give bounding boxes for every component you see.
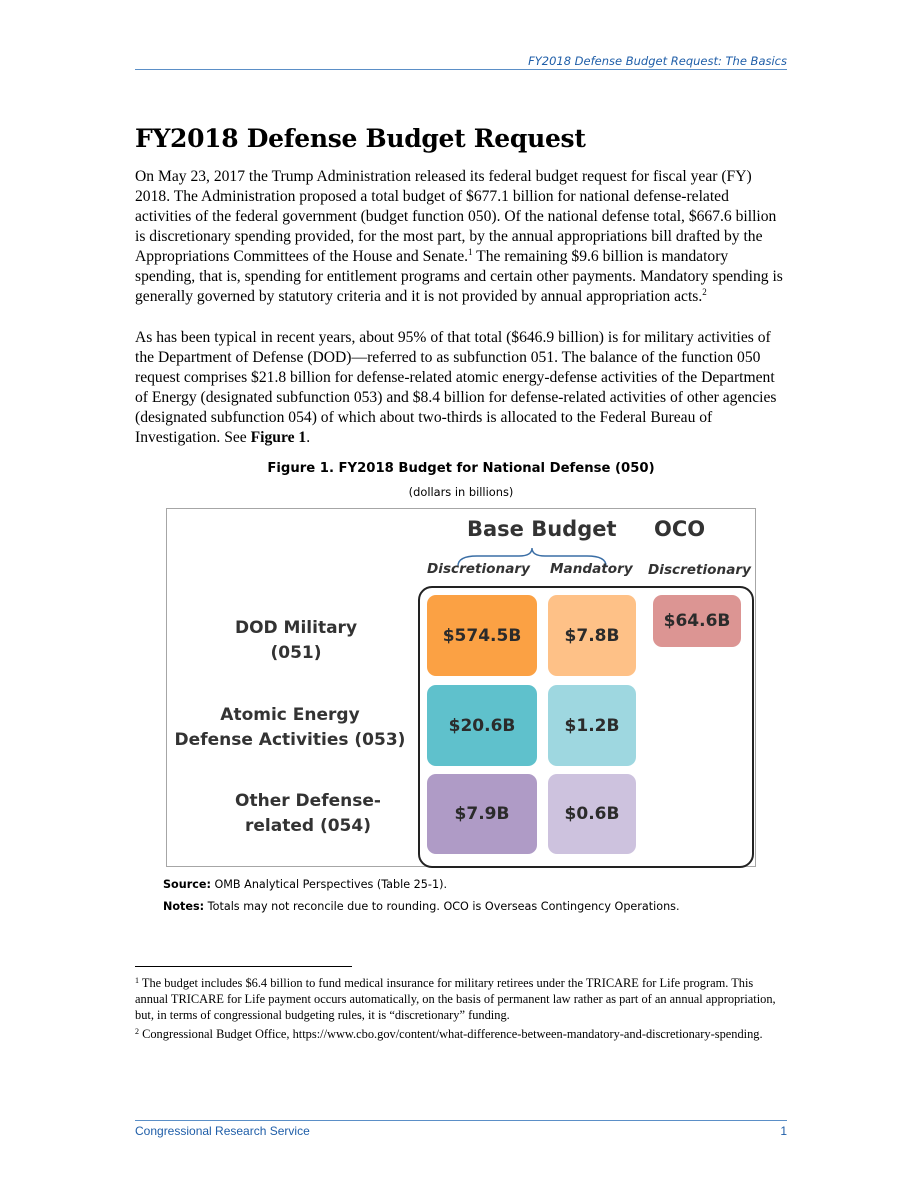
header-rule: [135, 69, 787, 70]
footnote-number: 2: [135, 1027, 139, 1036]
cell-dod-oco: $64.6B: [653, 595, 741, 647]
footnote-2: [135, 1026, 787, 1042]
column-header-oco-discretionary: Discretionary: [648, 562, 751, 578]
paragraph-1-text-b: The remaining $9.6 billion is mandatory spending, that is, spending for entitlement programs and certain other payments. Mandatory spending is generally governed by statutory criteria and it is not provided by annual appropriation acts.: [135, 248, 783, 305]
paragraph-1: [135, 167, 787, 307]
source-label: Source:: [163, 878, 211, 891]
figure-caption: Figure 1. FY2018 Budget for National Defense (050): [267, 461, 655, 476]
paragraph-2: [135, 328, 787, 448]
cell-atomic-discretionary: $20.6B: [427, 685, 537, 766]
row-label-other-defense: [188, 789, 428, 839]
page-title: FY2018 Defense Budget Request: [135, 124, 586, 153]
footnote-rule: [135, 966, 352, 967]
notes-text: Totals may not reconcile due to rounding. OCO is Overseas Contingency Operations.: [204, 900, 680, 913]
source-text: OMB Analytical Perspectives (Table 25-1).: [210, 878, 447, 891]
footnote-text: The budget includes $6.4 billion to fund medical insurance for military retirees under the TRICARE for Life program. This annual TRICARE for Life payment occurs automatically, on the basis of permanent law rather as part of an annual appropriation, but, in terms of congressional budgeting rules, it is “discretionary” funding.: [135, 976, 776, 1022]
row-label-atomic-energy: [170, 703, 410, 753]
row-label-line: Other Defense-: [235, 791, 381, 811]
paragraph-2-text: As has been typical in recent years, about 95% of that total ($646.9 billion) is for military activities of the Department of Defense (DOD)—referred to as subfunction 051. The balance of the function 050 request comprises $21.8 billion for defense-related atomic energy-defense activities of the Department of Energy (designated subfunction 053) and $8.4 billion for defense-related activities of other agencies (designated subfunction 054) of which about two-thirds is allocated to the Federal Bureau of Investigation. See: [135, 329, 777, 446]
budget-chart: [166, 508, 756, 867]
footnote-number: 1: [135, 976, 139, 985]
row-label-line: DOD Military: [234, 618, 358, 638]
row-label-line: Atomic Energy: [220, 705, 360, 725]
cell-dod-discretionary: $574.5B: [427, 595, 537, 676]
cell-atomic-mandatory: $1.2B: [548, 685, 636, 766]
footnote-1: [135, 975, 787, 1023]
footer-rule: [135, 1120, 787, 1121]
notes-label: Notes:: [163, 900, 205, 913]
footnote-ref-2[interactable]: 2: [702, 287, 707, 297]
cell-dod-mandatory: $7.8B: [548, 595, 636, 676]
cell-other-mandatory: $0.6B: [548, 774, 636, 854]
footer-organization: Congressional Research Service: [135, 1124, 310, 1138]
footnote-ref-1[interactable]: 1: [468, 247, 473, 257]
figure-subcaption: (dollars in billions): [408, 485, 514, 499]
cell-other-discretionary: $7.9B: [427, 774, 537, 854]
page-number: 1: [780, 1124, 787, 1138]
figure-notes: [163, 900, 680, 913]
column-header-discretionary: Discretionary: [427, 561, 530, 577]
column-group-oco: OCO: [654, 517, 706, 541]
paragraph-1-text-a: On May 23, 2017 the Trump Administration released its federal budget request for fiscal year (FY) 2018. The Administration proposed a total budget of $677.1 billion for national defense-related activities of the federal government (budget function 050). Of the national defense total, $667.6 billion is discretionary spending provided, for the most part, by the annual appropriations bill drafted by the Appropriations Committees of the House and Senate.: [135, 168, 777, 265]
running-header: FY2018 Defense Budget Request: The Basics: [528, 54, 787, 68]
paragraph-2-end: .: [306, 429, 311, 446]
row-label-line: Defense Activities (053): [174, 730, 406, 750]
row-label-dod-military: [176, 616, 416, 666]
figure-source: [163, 878, 447, 891]
figure-ref-link[interactable]: Figure 1: [250, 429, 307, 446]
column-header-mandatory: Mandatory: [550, 561, 633, 577]
row-label-line: (051): [270, 643, 322, 663]
column-group-base-budget: Base Budget: [467, 517, 617, 541]
row-label-line: related (054): [245, 816, 371, 836]
footnote-text: Congressional Budget Office, https://www.cbo.gov/content/what-difference-between-mandatory-and-discretionary-spending.: [139, 1027, 763, 1041]
